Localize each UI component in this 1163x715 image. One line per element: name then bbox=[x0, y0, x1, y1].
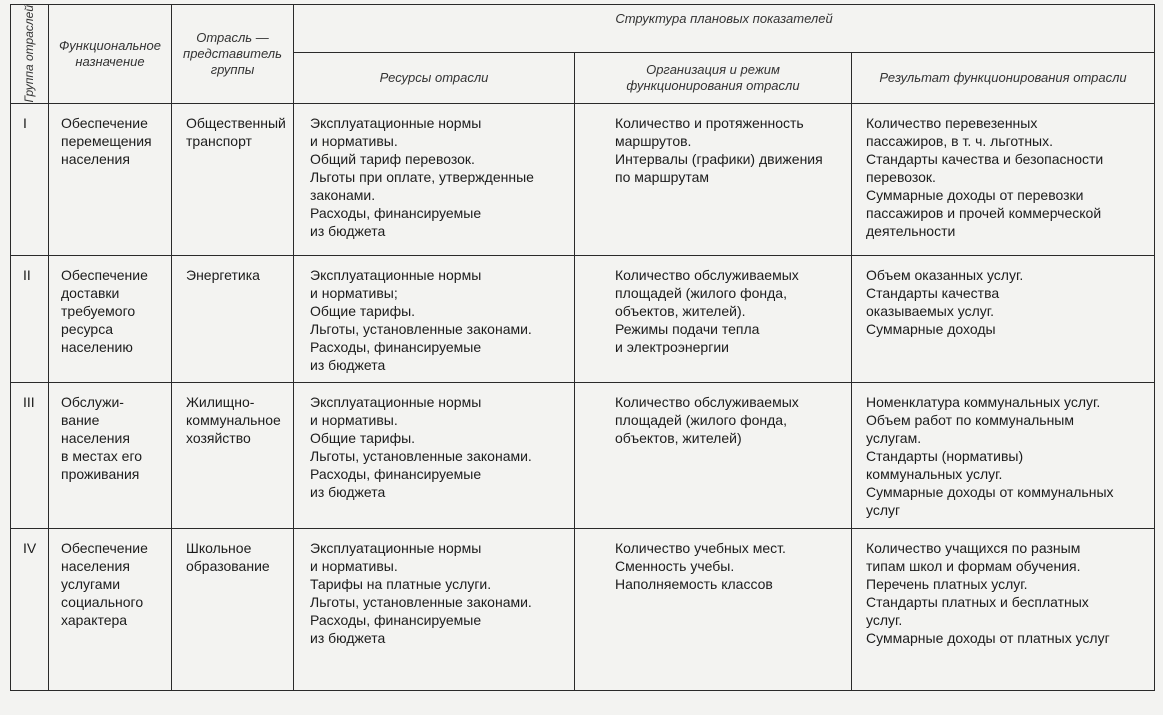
header-resources bbox=[294, 53, 575, 103]
row-result: Количество учащихся по разным типам школ и формам обучения. Перечень платных услуг. Стандарты платных и бесплатных услуг. Суммарные доходы от платных услуг bbox=[852, 528, 1155, 690]
header-organization bbox=[575, 53, 852, 103]
row-organization: Количество обслуживаемых площадей (жилого фонда, объектов, жителей) bbox=[575, 382, 852, 528]
header-branch bbox=[172, 5, 294, 104]
header-resources-label: Ресурсы отрасли bbox=[379, 69, 489, 85]
row-group-number: III bbox=[11, 382, 49, 528]
table-row bbox=[11, 255, 1155, 382]
row-function: Обеспечение доставки требуемого ресурса населению bbox=[49, 255, 172, 382]
row-branch: Энергетика bbox=[172, 255, 294, 382]
header-structure-label: Структура плановых показателей bbox=[615, 10, 833, 26]
row-resources: Эксплуатационные нормы и нормативы. Общий тариф перевозок. Льготы при оплате, утвержденные законами. Расходы, финансируемые из бюджета bbox=[294, 103, 575, 255]
row-branch: Школьное образование bbox=[172, 528, 294, 690]
table-row bbox=[11, 382, 1155, 528]
row-organization: Количество учебных мест. Сменность учебы. Наполняемость классов bbox=[575, 528, 852, 690]
header-group-label: Группа отраслей bbox=[22, 5, 36, 103]
row-function: Обслужи- вание населения в местах его проживания bbox=[49, 382, 172, 528]
table-row bbox=[11, 528, 1155, 690]
row-result: Количество перевезенных пассажиров, в т. ч. льготных. Стандарты качества и безопасности перевозок. Суммарные доходы от перевозки пассажиров и прочей коммерческой деятельности bbox=[852, 103, 1155, 255]
header-structure bbox=[294, 5, 1155, 53]
row-function: Обеспечение перемещения населения bbox=[49, 103, 172, 255]
row-organization: Количество и протяженность маршрутов. Интервалы (графики) движения по маршрутам bbox=[575, 103, 852, 255]
header-organization-label: Организация и режим функционирования отрасли bbox=[626, 61, 800, 93]
row-branch: Жилищно- коммунальное хозяйство bbox=[172, 382, 294, 528]
row-result: Объем оказанных услуг. Стандарты качества оказываемых услуг. Суммарные доходы bbox=[852, 255, 1155, 382]
row-resources: Эксплуатационные нормы и нормативы. Общие тарифы. Льготы, установленные законами. Расходы, финансируемые из бюджета bbox=[294, 382, 575, 528]
row-branch: Общественный транспорт bbox=[172, 103, 294, 255]
header-group bbox=[11, 5, 49, 104]
row-resources: Эксплуатационные нормы и нормативы. Тарифы на платные услуги. Льготы, установленные законами. Расходы, финансируемые из бюджета bbox=[294, 528, 575, 690]
header-function bbox=[49, 5, 172, 104]
header-function-label: Функциональное назначение bbox=[58, 37, 162, 69]
table-row bbox=[11, 103, 1155, 255]
row-group-number: II bbox=[11, 255, 49, 382]
planning-indicators-table bbox=[10, 4, 1155, 691]
header-branch-label: Отрасль — представитель группы bbox=[183, 29, 282, 77]
header-result-label: Результат функционирования отрасли bbox=[879, 69, 1127, 85]
row-resources: Эксплуатационные нормы и нормативы; Общие тарифы. Льготы, установленные законами. Расходы, финансируемые из бюджета bbox=[294, 255, 575, 382]
row-group-number: I bbox=[11, 103, 49, 255]
row-organization: Количество обслуживаемых площадей (жилого фонда, объектов, жителей). Режимы подачи тепла и электроэнергии bbox=[575, 255, 852, 382]
header-result bbox=[852, 53, 1155, 103]
row-result: Номенклатура коммунальных услуг. Объем работ по коммунальным услугам. Стандарты (нормативы) коммунальных услуг. Суммарные доходы от коммунальных услуг bbox=[852, 382, 1155, 528]
row-function: Обеспечение населения услугами социального характера bbox=[49, 528, 172, 690]
row-group-number: IV bbox=[11, 528, 49, 690]
